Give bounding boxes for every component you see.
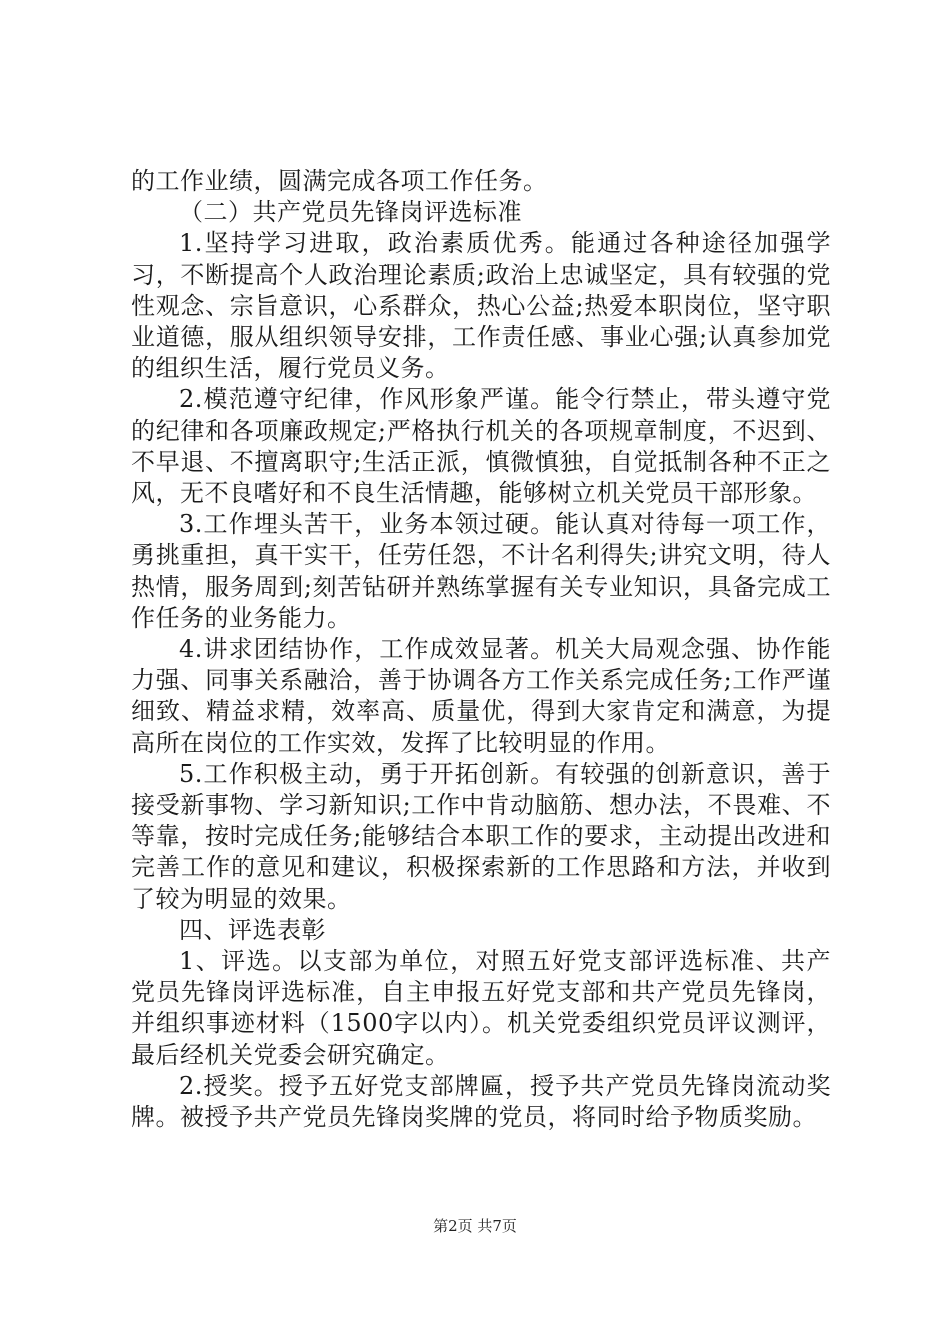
criteria-item-3: 3.工作埋头苦干，业务本领过硬。能认真对待每一项工作，勇挑重担，真干实干，任劳任怨，不计名利得失;讲究文明，待人热情，服务周到;刻苦钻研并熟练掌握有关专业知识，具备完成工作任务的业务能力。 — [131, 510, 831, 632]
criteria-item-2: 2.模范遵守纪律，作风形象严谨。能令行禁止，带头遵守党的纪律和各项廉政规定;严格执行机关的各项规章制度，不迟到、不早退、不擅离职守;生活正派，慎微慎独，自觉抵制各种不正之风，无不良嗜好和不良生活情趣，能够树立机关党员干部形象。 — [131, 385, 831, 508]
document-body — [131, 166, 831, 1133]
criteria-item-1: 1.坚持学习进取，政治素质优秀。能通过各种途径加强学习，不断提高个人政治理论素质;政治上忠诚坚定，具有较强的党性观念、宗旨意识，心系群众，热心公益;热爱本职岗位，坚守职业道德，服从组织领导安排，工作责任感、事业心强;认真参加党的组织生活，履行党员义务。 — [131, 229, 831, 383]
awards-item-1: 1、评选。以支部为单位，对照五好党支部评选标准、共产党员先锋岗评选标准，自主申报五好党支部和共产党员先锋岗，并组织事迹材料（1500字以内）。机关党委组织党员评议测评，最后经机关党委会研究确定。 — [131, 947, 831, 1069]
awards-item-2: 2.授奖。授予五好党支部牌匾，授予共产党员先锋岗流动奖牌。被授予共产党员先锋岗奖牌的党员，将同时给予物质奖励。 — [131, 1071, 831, 1132]
page-number-footer: 第2页 共7页 — [433, 1217, 517, 1235]
criteria-item-5: 5.工作积极主动，勇于开拓创新。有较强的创新意识，善于接受新事物、学习新知识;工作中肯动脑筋、想办法，不畏难、不等靠，按时完成任务;能够结合本职工作的要求，主动提出改进和完善工作的意见和建议，积极探索新的工作思路和方法，并收到了较为明显的效果。 — [131, 759, 831, 913]
section-heading-vanguard-criteria: （二）共产党员先锋岗评选标准 — [179, 198, 522, 227]
criteria-item-4: 4.讲求团结协作，工作成效显著。机关大局观念强、协作能力强、同事关系融洽，善于协调各方工作关系完成任务;工作严谨细致、精益求精，效率高、质量优，得到大家肯定和满意，为提高所在岗位的工作实效，发挥了比较明显的作用。 — [131, 635, 831, 757]
section-heading-awards: 四、评选表彰 — [179, 915, 326, 944]
paragraph-continuation: 的工作业绩，圆满完成各项工作任务。 — [131, 167, 548, 195]
